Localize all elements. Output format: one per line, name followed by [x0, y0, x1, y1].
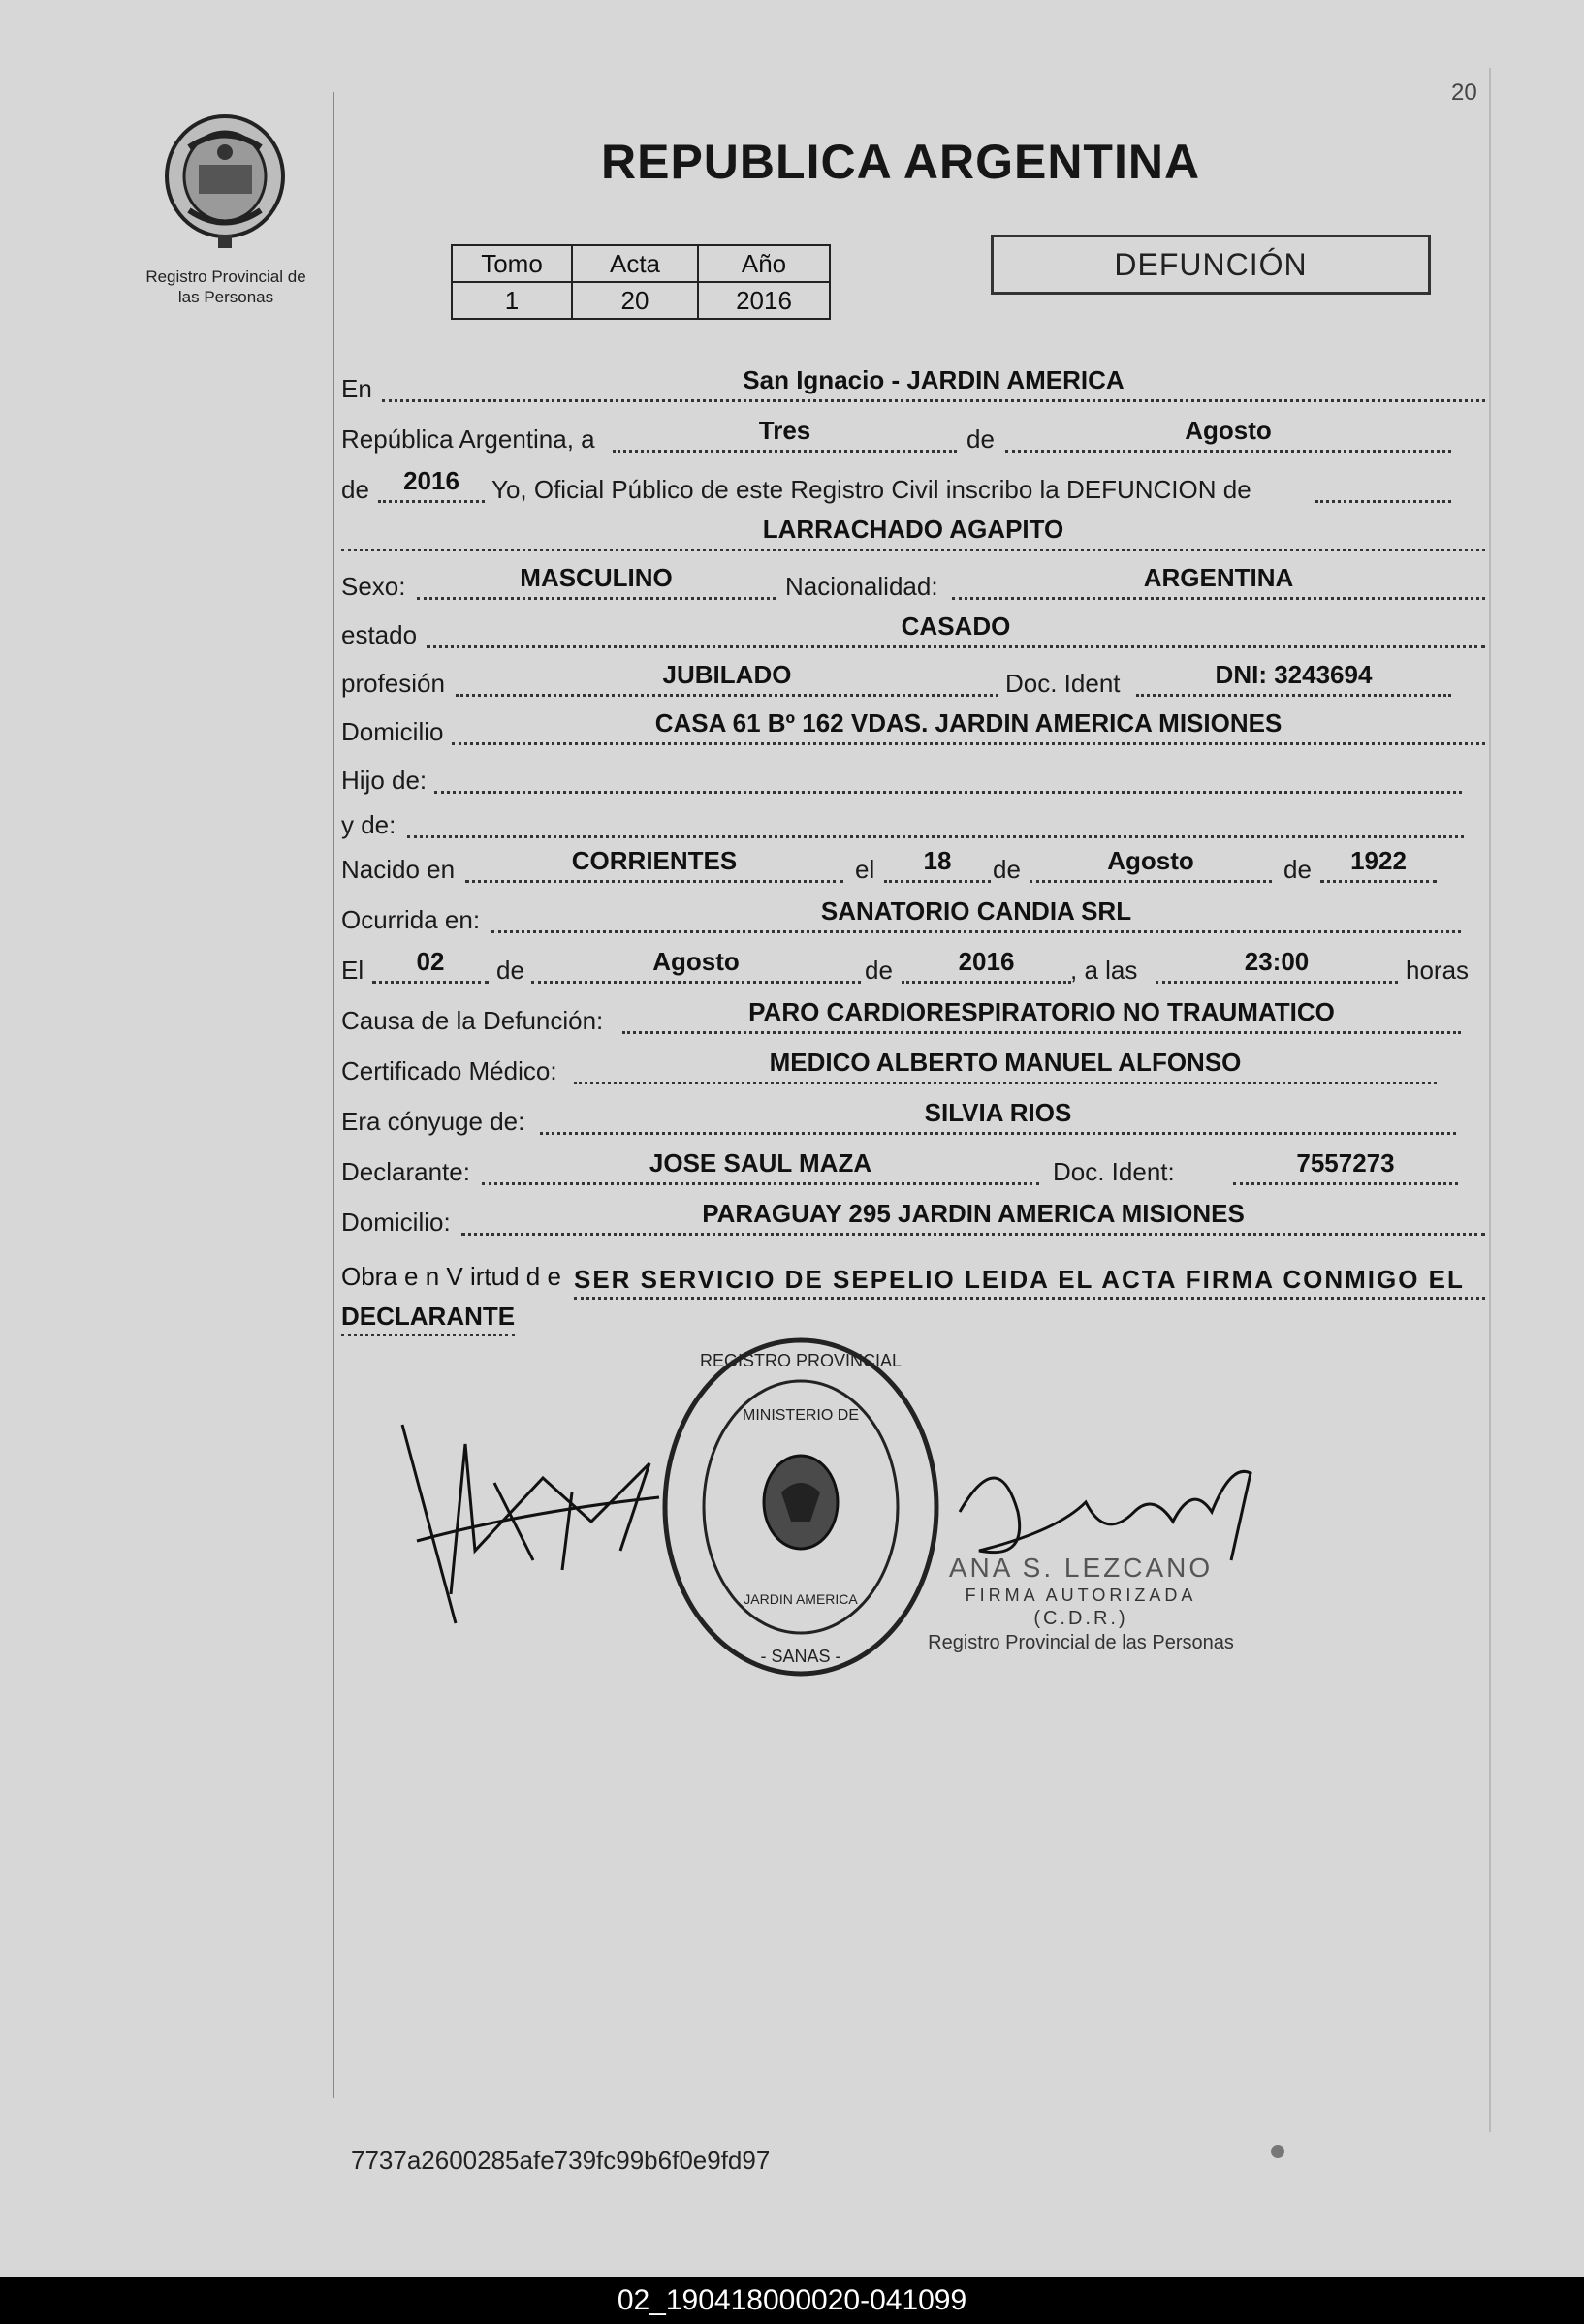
ocurrida-field: SANATORIO CANDIA SRL [491, 892, 1461, 933]
register-header-acta: Acta [572, 245, 698, 282]
oficial-stamp-office: Registro Provincial de las Personas [928, 1632, 1234, 1653]
row-certificado [341, 1043, 1490, 1085]
nacionalidad-field: ARGENTINA [952, 558, 1485, 600]
row-fecha-defuncion [341, 942, 1490, 985]
nac-anio-field: 1922 [1320, 841, 1437, 883]
causa-field: PARO CARDIORESPIRATORIO NO TRAUMATICO [622, 992, 1461, 1034]
provincia-misiones-seal-icon [160, 109, 291, 254]
en-label: En [341, 374, 372, 403]
svg-text:JARDIN AMERICA: JARDIN AMERICA [744, 1591, 858, 1607]
punch-mark [1271, 2145, 1284, 2158]
declarante-signature-icon [397, 1405, 669, 1628]
profesion-field: JUBILADO [456, 655, 998, 697]
document-type-box: DEFUNCIÓN [991, 235, 1431, 295]
logo-caption [124, 267, 328, 307]
de-label: de [966, 424, 995, 454]
certificado-field: MEDICO ALBERTO MANUEL ALFONSO [574, 1043, 1437, 1084]
obra-field-line-2: DECLARANTE [341, 1299, 515, 1336]
oficial-stamp-name: ANA S. LEZCANO [948, 1553, 1214, 1583]
logo-caption-line-1: Registro Provincial de [145, 267, 306, 286]
decl-domicilio-label: Domicilio: [341, 1208, 451, 1237]
nac-de-label: de [993, 855, 1021, 884]
en-field: San Ignacio - JARDIN AMERICA [382, 361, 1485, 402]
register-table [451, 244, 831, 320]
declarante-label: Declarante: [341, 1157, 470, 1186]
register-header-tomo: Tomo [452, 245, 572, 282]
nacionalidad-label: Nacionalidad: [785, 572, 938, 601]
estado-label: estado [341, 620, 418, 649]
oficial-text: Yo, Oficial Público de este Registro Civil inscribo la DEFUNCION de [491, 475, 1251, 504]
row-causa [341, 992, 1490, 1035]
domicilio-label: Domicilio [341, 717, 444, 746]
page-number: 20 [1451, 79, 1477, 106]
causa-label: Causa de la Defunción: [341, 1006, 604, 1035]
nac-mes-field: Agosto [1030, 841, 1272, 883]
obra-field-line-1: SER SERVICIO DE SEPELIO LEIDA EL ACTA FIRMA CONMIGO EL [574, 1262, 1485, 1300]
row-estado [341, 607, 1490, 649]
row-sexo [341, 558, 1490, 601]
el-fecha-label: El [341, 956, 364, 985]
row-en [341, 361, 1490, 403]
register-header-anio: Año [698, 245, 830, 282]
def-dia-field: 02 [372, 942, 489, 984]
horas-label: horas [1406, 956, 1470, 985]
oficial-stamp-title: FIRMA AUTORIZADA [965, 1586, 1197, 1605]
row-decl-domicilio [341, 1194, 1490, 1237]
footer-id-bar: 02_190418000020-041099 [0, 2277, 1584, 2324]
def-mes-field: Agosto [531, 942, 861, 984]
conyuge-label: Era cónyuge de: [341, 1107, 525, 1136]
svg-text:REGISTRO PROVINCIAL: REGISTRO PROVINCIAL [699, 1351, 903, 1370]
sexo-field: MASCULINO [417, 558, 776, 600]
def-de-anio-label: de [865, 956, 893, 985]
row-ocurrida [341, 892, 1490, 934]
nacido-field: CORRIENTES [465, 841, 843, 883]
def-hora-field: 23:00 [1156, 942, 1398, 984]
row-hijo [341, 752, 1490, 795]
registro-round-stamp-icon [655, 1328, 946, 1686]
svg-text:MINISTERIO DE: MINISTERIO DE [742, 1407, 860, 1424]
ocurrida-label: Ocurrida en: [341, 905, 481, 934]
yde-label: y de: [341, 810, 396, 839]
document-hash: 7737a2600285afe739fc99b6f0e9fd97 [351, 2146, 771, 2175]
oficial-stamp-code: (C.D.R.) [1033, 1608, 1128, 1629]
dia-field: Tres [613, 411, 957, 453]
row-conyuge [341, 1093, 1490, 1136]
decl-doc-field: 7557273 [1233, 1144, 1458, 1185]
obra-label: Obra e n V irtud d e [341, 1262, 561, 1291]
decl-domicilio-field: PARAGUAY 295 JARDIN AMERICA MISIONES [461, 1194, 1485, 1236]
register-value-tomo: 1 [452, 282, 572, 319]
decl-doc-label: Doc. Ident: [1053, 1157, 1175, 1186]
row-domicilio [341, 704, 1490, 746]
def-anio-field: 2016 [902, 942, 1071, 984]
doc-field: DNI: 3243694 [1136, 655, 1451, 697]
estado-field: CASADO [427, 607, 1485, 648]
sexo-label: Sexo: [341, 572, 406, 601]
row-declarante [341, 1144, 1490, 1186]
register-value-acta: 20 [572, 282, 698, 319]
el-label: el [855, 855, 875, 884]
anio-field: 2016 [378, 461, 485, 503]
doc-label: Doc. Ident [1005, 669, 1121, 698]
page-title: REPUBLICA ARGENTINA [601, 135, 1201, 189]
left-margin-line [333, 92, 334, 2098]
row-profesion [341, 655, 1490, 698]
register-header-row [452, 245, 830, 282]
row-republica [341, 411, 1490, 454]
nombre-field: LARRACHADO AGAPITO [341, 510, 1485, 551]
nacido-label: Nacido en [341, 855, 456, 884]
register-value-row [452, 282, 830, 319]
row-yde [341, 797, 1490, 839]
nac-de-anio-label: de [1283, 855, 1312, 884]
declarante-field: JOSE SAUL MAZA [482, 1144, 1039, 1185]
mes-field: Agosto [1005, 411, 1451, 453]
hijo-field [434, 752, 1462, 794]
yde-field [407, 797, 1464, 838]
row-nombre [341, 510, 1490, 552]
row-nacido [341, 841, 1490, 884]
oficial-stamp [916, 1553, 1246, 1654]
svg-text:- SANAS -: - SANAS - [760, 1647, 841, 1666]
republica-label: República Argentina, a [341, 424, 595, 454]
profesion-label: profesión [341, 669, 445, 698]
logo-caption-line-2: las Personas [177, 288, 274, 306]
def-de-label: de [496, 956, 524, 985]
nac-dia-field: 18 [884, 841, 991, 883]
hijo-label: Hijo de: [341, 766, 428, 795]
register-value-anio: 2016 [698, 282, 830, 319]
a-las-label: , a las [1070, 956, 1138, 985]
certificado-label: Certificado Médico: [341, 1056, 557, 1085]
row-anio [341, 461, 1490, 504]
conyuge-field: SILVIA RIOS [540, 1093, 1456, 1135]
de-anio-label: de [341, 475, 369, 504]
domicilio-field: CASA 61 Bº 162 VDAS. JARDIN AMERICA MISIONES [452, 704, 1485, 745]
oficial-trail-field [1315, 461, 1451, 503]
